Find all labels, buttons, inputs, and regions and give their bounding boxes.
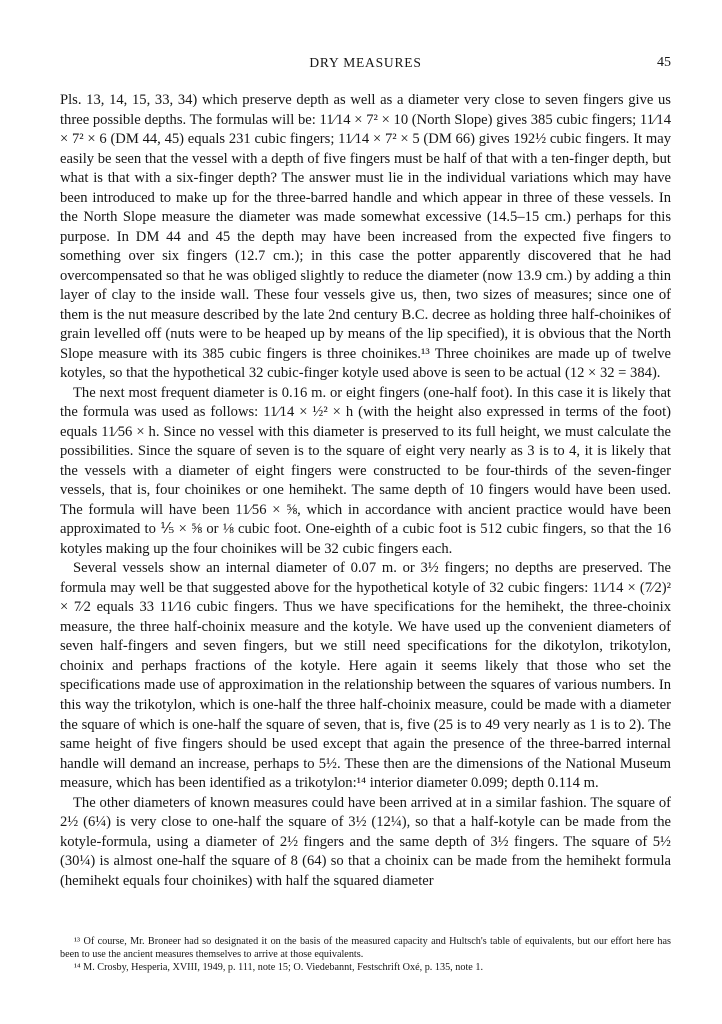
running-header xyxy=(60,55,671,73)
paragraph-3: Several vessels show an internal diameter of 0.07 m. or 3½ fingers; no depths are preserved. The formula may well be that suggested above for the hypothetical kotyle of 32 cubic fingers: 11⁄14 × (7⁄2)² × 7⁄2 equals 33 11⁄16 cubic fingers. Thus we have specifications for the hemihekt, the three-choinix measure, the three half-choinix measure and the kotyle. We have used up the convenient diameters of seven half-fingers and seven fingers, but we still need specifications for the dikotylon, trikotylon, choinix and perhaps fractions of the kotyle. Here again it seems likely that those who set the specifications made use of approximation in the relationship between the squares of various numbers. In this way the trikotylon, which is one-half the three half-choinix measure, could be made with a diameter the square of which is one-half the square of seven, that is, five (25 is to 49 very nearly as 1 is to 2). The same height of five fingers should be used except that again the presence of the three-barred internal handle will demand an increase, perhaps to 5½. These then are the dimensions of the National Museum measure, which has been identified as a trikotylon:¹⁴ interior diameter 0.099; depth 0.114 m. xyxy=(60,560,671,792)
paragraph-1: Pls. 13, 14, 15, 33, 34) which preserve depth as well as a diameter very close to seven fingers give us three possible depths. The formulas will be: 11⁄14 × 7² × 10 (North Slope) gives 385 cubic fingers; 11⁄14 × 7² × 6 (DM 44, 45) equals 231 cubic fingers; 11⁄14 × 7² × 5 (DM 66) gives 192½ cubic fingers. It may easily be seen that the vessel with a depth of five fingers must be half of that with a ten-finger depth, but what is that with a six-finger depth? The answer must lie in the individual variations which may have been introduced to make up for the three-barred handle and which appear in three of these vessels. In the North Slope measure the diameter was made somewhat excessive (14.5–15 cm.) perhaps for this purpose. In DM 44 and 45 the depth may have been increased from the expected five fingers to something over six fingers (12.7 cm.); in this case the potter apparently discovered that he had overcompensated so that he was obliged slightly to reduce the diameter (now 13.9 cm.) by adding a thin layer of clay to the inside wall. These four vessels give us, then, two sizes of measures; since one of them is the nut measure described by the late 2nd century B.C. decree as holding three half-choinikes of grain levelled off (nuts were to be heaped up by means of the lip specified), it is obvious that the North Slope measure with its 385 cubic fingers is three choinikes.¹³ Three choinikes are made up of twelve kotyles, so that the hypothetical 32 cubic-finger kotyle used above is seen to be actual (12 × 32 = 384). xyxy=(60,92,671,382)
body-text xyxy=(60,91,671,891)
footnote-14: ¹⁴ M. Crosby, Hesperia, XVIII, 1949, p. 111, note 15; O. Viedebannt, Festschrift Oxé, p. 135, note 1. xyxy=(74,962,483,973)
footnote-13: ¹³ Of course, Mr. Broneer had so designated it on the basis of the measured capacity and Hultsch's table of equivalents, but our effort here has been to use the ancient measures themselves to arrive at those equivalents. xyxy=(60,936,671,960)
running-title: DRY MEASURES xyxy=(309,55,422,70)
page-number: 45 xyxy=(657,55,671,70)
footnotes xyxy=(60,935,671,974)
paragraph-4: The other diameters of known measures could have been arrived at in a similar fashion. The square of 2½ (6¼) is very close to one-half the square of 3½ (12¼), so that a half-kotyle can be made from the kotyle-formula, using a diameter of 2½ fingers and the same depth of 3½ fingers. The square of 5½ (30¼) is almost one-half the square of 8 (64) so that a choinix can be made from the hemihekt formula (hemihekt equals four choinikes) with half the squared diameter xyxy=(60,794,671,889)
paragraph-2: The next most frequent diameter is 0.16 m. or eight fingers (one-half foot). In this case it is likely that the formula was used as follows: 11⁄14 × ½² × h (with the height also expressed in terms of the foot) equals 11⁄56 × h. Since no vessel with this diameter is preserved to its full height, we must calculate the possibilities. Since the square of seven is to the square of eight very nearly as 3 is to 4, it is likely that the vessels with a diameter of eight fingers were constructed to be four-thirds of the seven-finger vessels, that is, four choinikes or one hemihekt. The same depth of 10 fingers would have been used. The formula will have been 11⁄56 × ⅝, which in accordance with ancient practice would have been approximated to ⅕ × ⅝ or ⅛ cubic foot. One-eighth of a cubic foot is 512 cubic fingers, so that the 16 kotyles making up the four choinikes will be 32 cubic fingers each. xyxy=(60,384,671,557)
